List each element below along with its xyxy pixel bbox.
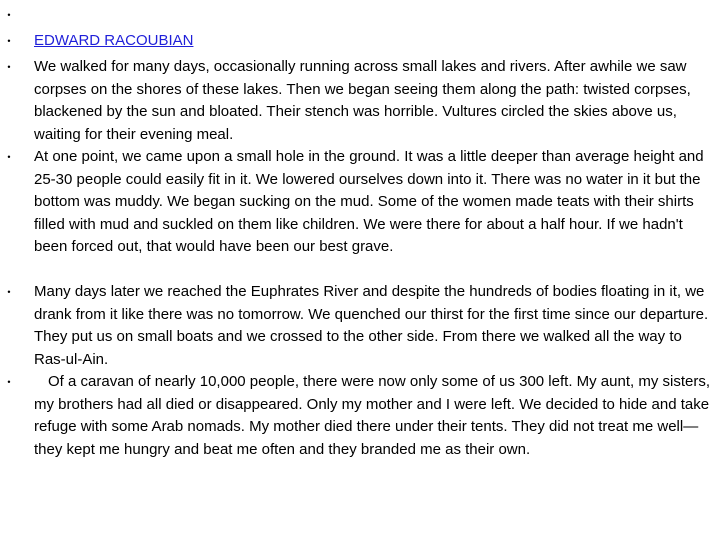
paragraph-text: We walked for many days, occasionally running across small lakes and rivers. After awhile we saw corpses on the shores of these lakes. Then we began seeing them along the path: twisted corpses, blackened by the sun and bloated. Their stench was horrible. Vultures circled the skies above us, waiting for their evening meal. <box>34 58 691 143</box>
paragraph-text: At one point, we came upon a small hole in the ground. It was a little deeper than average height and 25-30 people could easily fit in it. We lowered ourselves down into it. There was no water in it but the bottom was muddy. We began sucking on the mud. Some of the women made teats with their shirts filled with mud and suckled on them like children. We were there for about a half hour. If we hadn't been forced out, that would have been our best grave. <box>34 148 704 255</box>
paragraph-text: Of a caravan of nearly 10,000 people, there were now only some of us 300 left. My aunt, my sisters, my brothers had all died or disappeared. Only my mother and I were left. We decided to hide and take refuge with some Arab nomads. My mother died there under their tents. They did not treat me well—they kept me hungry and beat me often and they branded me as their own. <box>34 373 711 458</box>
paragraph-text: Many days later we reached the Euphrates River and despite the hundreds of bodies floating in it, we drank from it like there was no tomorrow. We quenched our thirst for the first time since our departure. They put us on small boats and we crossed to the other side. From there we walked all the way to Ras-ul-Ain. <box>34 283 709 368</box>
bullet-dot-icon: • <box>7 62 11 72</box>
bullet-dot-icon: • <box>7 287 11 297</box>
bullet-dot-icon: • <box>7 377 11 387</box>
bullet-dot-icon: • <box>7 36 11 46</box>
author-heading-link[interactable]: EDWARD RACOUBIAN <box>34 32 194 49</box>
paragraph-item <box>7 56 716 146</box>
paragraph-item <box>7 371 716 461</box>
heading-bullet-item <box>7 30 716 53</box>
paragraph-item <box>7 146 716 259</box>
paragraph-item <box>7 281 716 371</box>
bullet-dot-icon: • <box>7 152 11 162</box>
empty-bullet-item <box>7 4 716 27</box>
bullet-dot-icon: • <box>7 10 11 20</box>
